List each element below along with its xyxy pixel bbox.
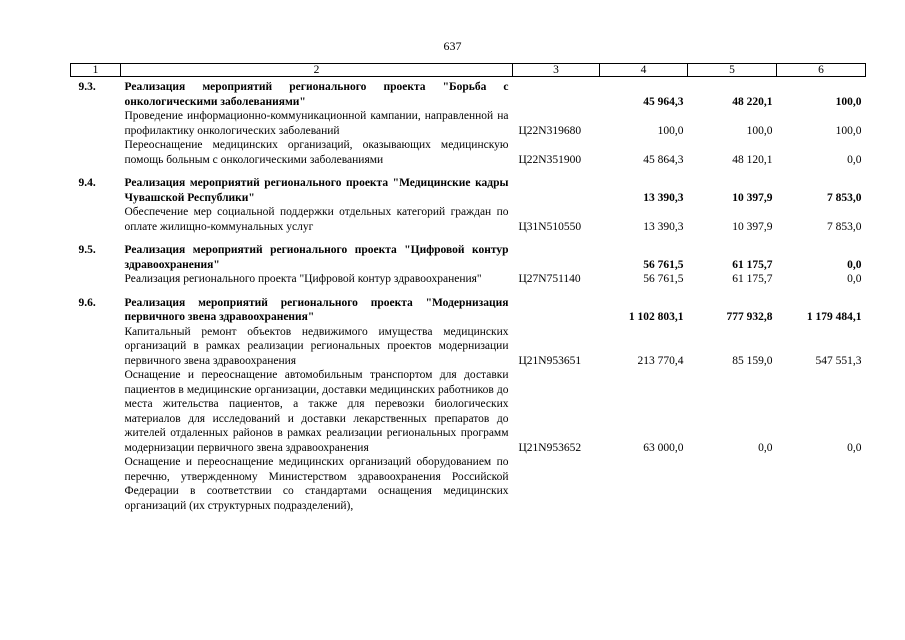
item-value-col5 [688, 455, 777, 513]
item-code: Ц22N351900 [518, 153, 582, 166]
item-number [71, 368, 121, 455]
item-value-col4 [600, 455, 688, 513]
item-row [71, 272, 866, 287]
item-row [71, 455, 866, 513]
section-title: Реализация мероприятий регионального проекта "Модернизация первичного звена здравоохранения" [124, 296, 509, 323]
section-value-col6: 0,0 [847, 258, 862, 271]
section-code [513, 80, 600, 109]
item-row [71, 325, 866, 369]
item-number [71, 272, 121, 287]
spacer-cell [71, 287, 866, 296]
column-number: 3 [513, 64, 600, 77]
item-value-col5: 10 397,9 [732, 220, 773, 233]
page-number: 637 [443, 39, 462, 53]
item-row [71, 138, 866, 167]
spacer-cell [71, 167, 866, 176]
item-row [71, 109, 866, 138]
item-code [513, 455, 600, 513]
item-value-col5: 61 175,7 [732, 273, 773, 285]
section-code [513, 176, 600, 205]
section-value-col6: 7 853,0 [827, 191, 862, 204]
section-title: Реализация мероприятий регионального проекта "Борьба с онкологическими заболеваниями" [124, 81, 509, 108]
section-value-col6: 100,0 [835, 95, 862, 108]
item-text: Оснащение и переоснащение автомобильным транспортом для доставки пациентов в медицинские организации, доставки медицинских работников до места жительства пациентов, а также для перевозки биологических материалов для исследований и доставки лекарственных препаратов до жителей отдаленных районов в рамках реализации региональных программ модернизации первичного звена здравоохранения [124, 369, 509, 454]
item-text: Проведение информационно-коммуникационной кампании, направленной на профилактику онкологических заболеваний [124, 110, 509, 137]
item-text: Обеспечение мер социальной поддержки отдельных категорий граждан по оплате жилищно-коммунальных услуг [124, 206, 509, 233]
item-value-col5: 100,0 [746, 124, 773, 137]
item-number [71, 109, 121, 138]
section-value-col4: 1 102 803,1 [628, 311, 684, 323]
item-value-col4: 63 000,0 [643, 441, 684, 454]
section-value-col6: 1 179 484,1 [806, 311, 862, 323]
spacer-row [71, 167, 866, 176]
section-value-col5: 61 175,7 [732, 258, 773, 271]
item-value-col6: 0,0 [847, 441, 862, 454]
column-number: 4 [600, 64, 688, 77]
item-code: Ц27N751140 [518, 273, 581, 285]
column-number-row [71, 64, 866, 77]
item-value-col6: 0,0 [847, 153, 862, 166]
item-value-col4: 45 864,3 [643, 153, 684, 166]
section-number: 9.6. [78, 296, 96, 309]
column-number: 2 [121, 64, 513, 77]
spacer-row [71, 287, 866, 296]
section-title: Реализация мероприятий регионального проекта "Медицинские кадры Чувашской Республики" [124, 177, 509, 204]
column-number: 1 [71, 64, 121, 77]
section-row [71, 243, 866, 272]
item-value-col5: 0,0 [758, 441, 773, 454]
column-number: 6 [777, 64, 866, 77]
item-value-col4: 56 761,5 [643, 273, 684, 285]
section-code [513, 243, 600, 272]
section-value-col4: 56 761,5 [643, 258, 684, 271]
item-code: Ц31N510550 [518, 220, 582, 233]
item-value-col4: 100,0 [657, 124, 684, 137]
item-number [71, 205, 121, 234]
budget-table [70, 63, 866, 513]
item-value-col6: 0,0 [847, 273, 862, 285]
spacer-cell [71, 234, 866, 243]
item-number [71, 138, 121, 167]
item-text: Капитальный ремонт объектов недвижимого имущества медицинских организаций в рамках реализации региональных проектов модернизации первичного звена здравоохранения [124, 325, 509, 367]
section-number: 9.3. [78, 81, 96, 93]
item-text: Оснащение и переоснащение медицинских организаций оборудованием по перечню, утвержденному Министерством здравоохранения Российской Федерации в соответствии со стандартами оснащения медицинских организаций (их структурных подразделений), [124, 456, 509, 512]
section-value-col5: 48 220,1 [732, 95, 773, 108]
section-value-col5: 10 397,9 [732, 191, 773, 204]
item-code: Ц21N953651 [518, 354, 582, 367]
section-value-col4: 13 390,3 [643, 191, 684, 204]
item-row [71, 368, 866, 455]
item-text: Реализация регионального проекта "Цифровой контур здравоохранения" [124, 273, 482, 285]
section-value-col5: 777 932,8 [726, 311, 773, 323]
column-number: 5 [688, 64, 777, 77]
item-value-col4: 213 770,4 [637, 354, 684, 367]
item-value-col6 [777, 455, 866, 513]
item-text: Переоснащение медицинских организаций, оказывающих медицинскую помощь больным с онкологическими заболеваниями [124, 139, 509, 166]
section-code [513, 296, 600, 325]
section-number: 9.5. [78, 244, 96, 256]
item-value-col4: 13 390,3 [643, 220, 684, 233]
section-row [71, 296, 866, 325]
section-number: 9.4. [78, 177, 96, 189]
item-value-col5: 48 120,1 [732, 153, 773, 166]
item-code: Ц21N953652 [518, 441, 582, 454]
section-value-col4: 45 964,3 [643, 95, 684, 108]
item-number [71, 325, 121, 369]
section-row [71, 176, 866, 205]
item-code: Ц22N319680 [518, 124, 582, 137]
item-value-col5: 85 159,0 [732, 354, 773, 367]
section-row [71, 80, 866, 109]
item-value-col6: 547 551,3 [815, 354, 862, 367]
item-value-col6: 7 853,0 [827, 220, 862, 233]
item-row [71, 205, 866, 234]
section-title: Реализация мероприятий регионального проекта "Цифровой контур здравоохранения" [124, 244, 509, 271]
item-number [71, 455, 121, 513]
item-value-col6: 100,0 [835, 124, 862, 137]
spacer-row [71, 234, 866, 243]
